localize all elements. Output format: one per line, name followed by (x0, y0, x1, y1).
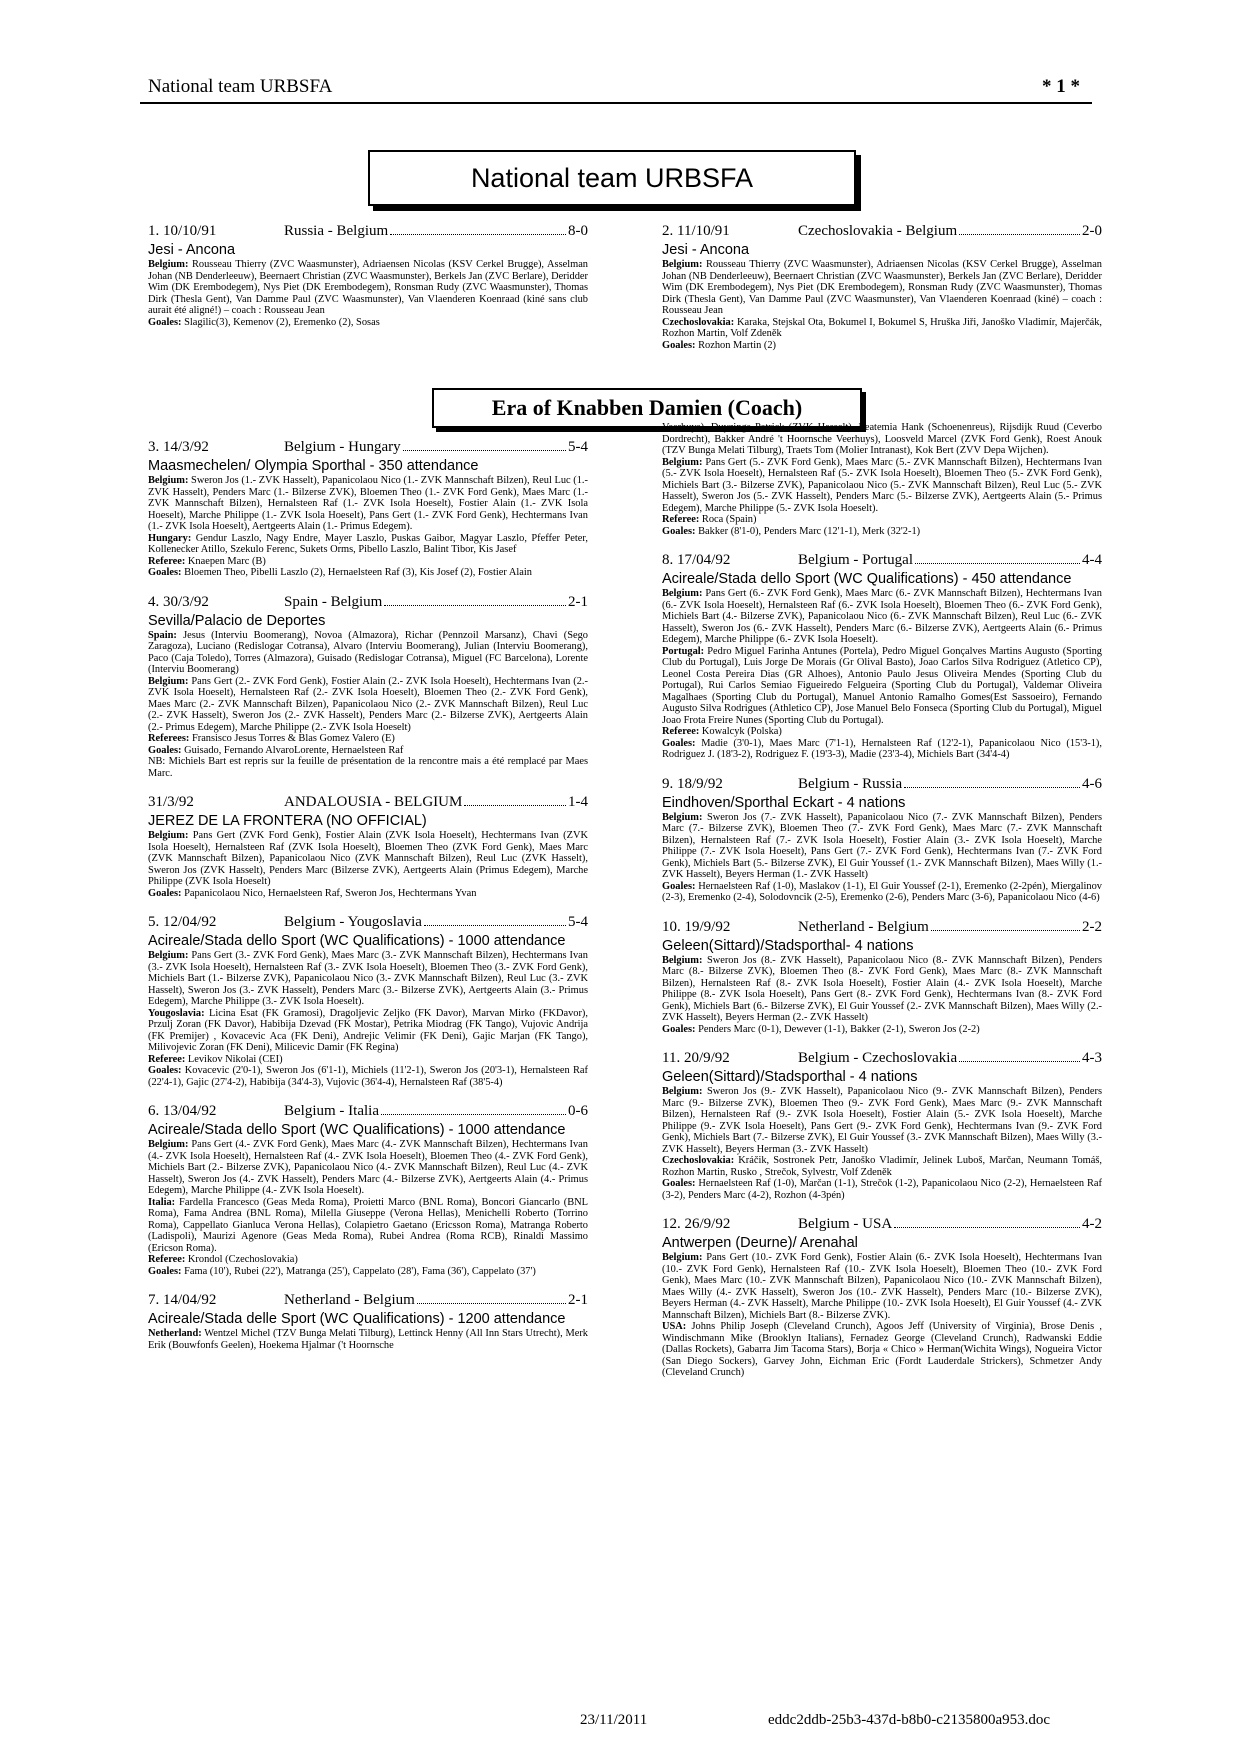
leader-dots (959, 234, 1080, 235)
detail-text: Karaka, Stejskal Ota, Bokumel I, Bokumel S, Hruška Jiři, Janoško Vladimír, Majerčák, Rozhon Martin, Volf Zdeněk (662, 316, 1102, 339)
match-detail (662, 1155, 1102, 1178)
teams-label: Netherland - Belgium (284, 1292, 415, 1308)
match-venue: Sevilla/Palacio de Deportes (148, 612, 326, 629)
match-detail (148, 676, 588, 734)
match-detail (662, 514, 1102, 526)
teams-label: ANDALOUSIA - BELGIUM (284, 794, 463, 810)
match-detail (148, 556, 588, 568)
match-number-date: 10. 19/9/92 (662, 918, 731, 935)
detail-label: Goales: (148, 1065, 182, 1076)
detail-label: Belgium: (148, 259, 189, 270)
match-venue: Maasmechelen/ Olympia Sporthal - 350 attendance (148, 458, 479, 474)
detail-label: Referee: (148, 555, 186, 567)
teams-label: Belgium - Hungary (284, 439, 401, 455)
detail-label: Italia: (148, 1196, 176, 1208)
match-teams (798, 1049, 1102, 1067)
detail-text: Pedro Miguel Farinha Antunes (Portela), Pedro Miguel Gonçalves Martins Augusto (Sporting Club du Portugal), Luis Jorge De Morais (Gr Olival Basto), Joao Carlos Silva Rodriguez (Atletico CP), Leonel Costa Pereira Dias (GR Alhoes), Antonio Paulo Jesus Oliveira Mendes (Sporting Club du Portugal), Rui Carlos Semiao Figueiredo Felgueira (Sporting Club du Portugal), Valdemar Oliveira Magalhaes (Sporting Club du Portugal), Manuel Antonio Ramalho Gomes(Est Sassoeiro), Fernando Augusto Silva Rodrigues (Athletico CP), Jose Manuel Belo Fonseca (Sporting Club du Portugal), Miguel Joao Frota Freire Nunes (Sporting Club du Portugal). (662, 645, 1102, 726)
match-detail (662, 1178, 1102, 1201)
match-detail (148, 756, 588, 779)
detail-label: Spain: (148, 629, 177, 641)
detail-label: Belgium: (148, 1139, 189, 1150)
footer-doc-name: eddc2ddb-25b3-437d-b8b0-c2135800a953.doc (768, 1712, 1051, 1728)
teams-label: Russia - Belgium (284, 223, 389, 239)
detail-label: Goales: (662, 339, 696, 351)
teams-label: Belgium - Portugal (798, 552, 913, 568)
match-number-date: 6. 13/04/92 (148, 1103, 217, 1119)
spacer (662, 537, 1102, 551)
detail-text: Bloemen Theo, Pibelli Laszlo (2), Hernaelsteen Raf (3), Kis Josef (2), Fostier Alain (184, 567, 532, 578)
match-venue: Geleen(Sittard)/Stadsporthal - 4 nations (662, 1069, 918, 1085)
leader-dots (904, 787, 1080, 788)
detail-text: Slagilic(3), Kemenov (2), Eremenko (2), Sosas (184, 316, 380, 328)
detail-text: Guisado, Fernando AlvaroLorente, Hernaelsteen Raf (184, 744, 404, 756)
match-header (662, 1049, 1102, 1067)
match-detail (662, 812, 1102, 881)
match-detail (148, 475, 588, 533)
page-header (140, 74, 1092, 104)
match-number-date: 1. 10/10/91 (148, 223, 217, 239)
detail-label: Referee: (662, 514, 700, 525)
match-score: 4-6 (1082, 775, 1102, 792)
match-detail (662, 422, 1102, 457)
match-detail (148, 1054, 588, 1066)
match-score: 2-0 (1082, 223, 1102, 239)
match-number-date: 7. 14/04/92 (148, 1292, 217, 1308)
match-header (148, 1102, 588, 1120)
detail-text: Pans Gert (5.- ZVK Ford Genk), Maes Marc (5.- ZVK Mannschaft Bilzen), Hechtermans Ivan (5.- ZVK Isola Hoeselt), Hernalsteen Raf (5.- ZVK Isola Hoeselt), Bloemen Theo (5.- ZVK Ford Genk), Michiels Bart (3.- Bilzerse ZVK), Papanicolaou Nico (5.- ZVK Mannschaft Bilzen), Reul Luc (5.- ZVK Hasselt), Sweron Jos (5.- ZVK Hasselt), Penders Marc (5.- Bilzerse ZVK), Aertgeerts Alain (5.- Primus Edegem), Marche Philippe (5.- ZVK Isola Hoeselt). (662, 456, 1102, 514)
detail-label: Referee: (148, 1053, 186, 1065)
detail-text: Bakker (8'1-0), Penders Marc (12'1-1), Merk (32'2-1) (698, 525, 921, 537)
match-score: 1-4 (568, 794, 588, 810)
match-detail (148, 317, 588, 329)
detail-label: Goales: (148, 744, 182, 756)
detail-text: Fransisco Jesus Torres & Blas Gomez Valero (E) (191, 733, 395, 744)
match-header (662, 775, 1102, 793)
detail-label: USA: (662, 1321, 687, 1332)
detail-text: Licina Esat (FK Gramosi), Dragoljevic Zeljko (FK Davor), Marvan Mirko (FKDavor), Przulj Zoran (FK Davor), Habibija Dzevad (FK Mostar), Petrika Miodrag (FK Tango), Vujovic Andrija (FK Premijer) , Kovacevic Aca (FK Deni), Andrejic Velimir (FK Deni), Gajic Marjan (FK Tango), Milivojevic Zoran (FK Deni), Milicevic Damir (FK Regina) (148, 1007, 588, 1053)
match-header (662, 222, 1102, 240)
match-number-date: 4. 30/3/92 (148, 593, 209, 610)
detail-label: Referee: (662, 726, 700, 737)
spacer (148, 1277, 588, 1291)
match-number-date: 9. 18/9/92 (662, 775, 723, 792)
match-number-date: 11. 20/9/92 (662, 1050, 730, 1066)
spacer (662, 1201, 1102, 1215)
match-score: 4-3 (1082, 1050, 1102, 1066)
detail-label: Referees: (148, 733, 190, 744)
detail-label: Belgium: (148, 950, 189, 961)
match-venue: Acireale/Stada dello Sport (WC Qualifications) - 1000 attendance (148, 1122, 566, 1138)
match-detail (662, 881, 1102, 904)
match-header (662, 551, 1102, 569)
leader-dots (894, 1227, 1080, 1228)
match-teams (284, 438, 588, 456)
match-score: 2-1 (568, 1292, 588, 1308)
detail-text: Madie (3'0-1), Maes Marc (7'1-1), Hernalsteen Raf (12'2-1), Papanicolaou Nico (15'3-1), Rodriguez J. (18'3-2), Rodriguez F. (19'3-3), Madie (23'3-4), Michiels Bart (34'4-4) (662, 737, 1102, 760)
detail-label: Goales: (662, 525, 696, 537)
spacer (662, 1035, 1102, 1049)
match-venue: Eindhoven/Sporthal Eckart - 4 nations (662, 794, 906, 811)
detail-text: Pans Gert (3.- ZVK Ford Genk), Maes Marc (3.- ZVK Mannschaft Bilzen), Hechtermans Ivan (3.- ZVK Isola Hoeselt), Hernalsteen Raf (3.- ZVK Isola Hoeselt), Bloemen Theo (3.- ZVK Ford Genk), Michiels Bart (1.- Bilzerse ZVK), Papanicolaou Nico (3.- ZVK Mannschaft Bilzen), Reul Luc (3.- ZVK Hasselt), Sweron Jos (3.- ZVK Hasselt), Penders Marc (3.- Bilzerse ZVK), Aertgeerts Alain (3.- Primus Edegem), Marche Philippe (3.- ZVK Isola Hoeselt). (148, 950, 588, 1007)
detail-label: Belgium: (148, 475, 189, 486)
detail-label: Goales: (148, 887, 182, 899)
document-title: National team URBSFA (368, 150, 856, 206)
match-venue: Acireale/Stada dello Sport (WC Qualifications) - 1000 attendance (148, 933, 566, 949)
match-score: 4-4 (1082, 552, 1102, 568)
footer-date: 23/11/2011 (580, 1712, 648, 1728)
match-detail (662, 340, 1102, 352)
detail-label: Referee: (148, 1254, 186, 1265)
match-detail (148, 1254, 588, 1266)
top-left-match (148, 222, 588, 328)
match-teams (284, 593, 588, 611)
match-block (148, 438, 588, 579)
match-block (148, 793, 588, 899)
detail-label: Belgium: (662, 456, 703, 468)
detail-text: Sweron Jos (7.- ZVK Hasselt), Papanicolaou Nico (7.- ZVK Mannschaft Bilzen), Penders Marc (7.- Bilzerse ZVK), Bloemen Theo (7.- ZVK Ford Genk), Maes Marc (7.- ZVK Mannschaft Bilzen), Hernalsteen Raf (7.- ZVK Isola Hoeselt), Fostier Alain (3.- ZVK Isola Hoeselt), Marche Philippe (7.- ZVK Isola Hoeselt), Pans Gert (7.- ZVK Ford Genk), Hechtermans Ivan (7.- ZVK Ford Genk), Michiels Bart (5.- Bilzerse ZVK), El Guir Youssef (1.- ZVK Mannschaft Bilzen), Maes Willy (1.- ZVK Hasselt), Beyers Herman (1.- ZVK Hasselt) (662, 811, 1102, 880)
match-detail (148, 533, 588, 556)
detail-text: Wentzel Michel (TZV Bunga Melati Tilburg), Lettinck Henny (All Inn Stars Utrecht), Merk Erik (Bouwfonfs Geelen), Hoekema Hjalmar ('t Hoornsche (148, 1328, 588, 1351)
match-detail (148, 733, 588, 745)
detail-text: Papanicolaou Nico, Hernaelsteen Raf, Sweron Jos, Hechtermans Yvan (184, 887, 477, 899)
match-number-date: 8. 17/04/92 (662, 552, 731, 568)
leader-dots (390, 234, 566, 235)
match-header (148, 593, 588, 611)
leader-dots (424, 925, 566, 926)
detail-text: Sweron Jos (9.- ZVK Hasselt), Papanicolaou Nico (9.- ZVK Mannschaft Bilzen), Penders Marc (9.- Bilzerse ZVK), Bloemen Theo (9.- ZVK Ford Genk), Maes Marc (9.- ZVK Mannschaft Bilzen), Hernalsteen Raf (9.- ZVK Isola Hoeselt), Fostier Alain (5.- ZVK Isola Hoeselt), Marche Philippe (9.- ZVK Isola Hoeselt), Pans Gert (9.- ZVK Ford Genk), Hechtermans Ivan (9.- ZVK Ford Genk), Michiels Bart (7.- Bilzerse ZVK), El Guir Youssef (3.- ZVK Mannschaft Bilzen), Maes Willy (3.- ZVK Hasselt), Beyers Herman (3.- ZVK Hasselt) (662, 1086, 1102, 1155)
match-teams (284, 793, 588, 811)
match-teams (284, 1102, 588, 1120)
detail-text: Kráčik, Sostronek Petr, Janoško Vladimír, Jelinek Luboš, Marčan, Neumann Tomáš, Rozhon Martin, Rusko , Strečok, Sylvestr, Volf Zdeněk (662, 1155, 1102, 1178)
header-title: National team URBSFA (148, 76, 333, 97)
detail-label: Goales: (148, 1265, 182, 1277)
detail-label: Goales: (662, 880, 696, 892)
match-detail (662, 1086, 1102, 1155)
detail-label: Hungary: (148, 532, 192, 544)
leader-dots (417, 1303, 566, 1304)
spacer (662, 761, 1102, 775)
match-header (148, 438, 588, 456)
top-right-match (662, 222, 1102, 351)
match-teams (798, 222, 1102, 240)
match-detail (148, 1139, 588, 1197)
detail-text: Kovacevic (2'0-1), Sweron Jos (6'1-1), Michiels (11'2-1), Sweron Jos (20'3-1), Hernalsteen Raf (22'4-1), Gajic (27'4-2), Habibija (34'4-3), Vujovic (36'4-4), Hernalsteen Raf (38'5-4) (148, 1065, 588, 1088)
detail-text: Johns Philip Joseph (Cleveland Crunch), Agoos Jeff (University of Virginia), Brose Denis , Windischmann Mike (Brooklyn Italians), Fernadez George (Cleveland Crunch), Radwanski Eddie (Dallas Rockets), Gabarra Jim Tacoma Stars), Borja « Chico » Herman(Wichita Wings), Nogueira Victor (San Diego Sockers), Garvey John, Eichman Eric (Fordt Lauderdale Strickers), Schmetzer Andy (Cleveland Crunch) (662, 1321, 1102, 1378)
leader-dots (931, 930, 1080, 931)
detail-text: Veerhuys), Duyzings Patrick (ZVK Hasselt), Leatemia Hank (Schoenenreus), Rijsdijk Ruud (Ceverbo Dordrecht), Bakker André 't Hoornsche Veerhuys), Loosveld Marcel (ZVK Ford Genk), Roest Anouk (TZV Bunga Melati Tilburg), Traets Tom (Molier Intranast), Kok Bert (ZVV Depa Wijchen). (662, 422, 1102, 456)
match-detail (148, 830, 588, 888)
match-detail (148, 888, 588, 900)
match-venue: Antwerpen (Deurne)/ Arenahal (662, 1235, 858, 1251)
match-detail (148, 950, 588, 1008)
match-detail (148, 567, 588, 579)
match-detail (662, 526, 1102, 538)
detail-label: Belgium: (662, 259, 703, 270)
match-score: 5-4 (568, 439, 588, 455)
detail-text: Levikov Nikolai (CEI) (187, 1053, 283, 1065)
match-venue: Acireale/Stada delle Sport (WC Qualifications) - 1200 attendance (148, 1311, 566, 1327)
detail-label: Czechoslovakia: (662, 1155, 735, 1166)
detail-text: Roca (Spain) (701, 514, 757, 525)
match-block (148, 222, 588, 328)
match-detail (662, 646, 1102, 727)
detail-text: Rousseau Thierry (ZVC Waasmunster), Adriaensen Nicolas (KSV Cerkel Brugge), Asselman Johan (NB Denderleeuw), Beernaert Christian (ZVC Waasmunster), Berkels Jan (ZVC Berlare), Deridder Wim (DK Erembodegem), Nys Piet (DK Erembodegem), Ronsman Rudy (ZVC Waasmunster), Thomas Dirk (Thesla Gent), Van Damme Paul (ZVC Waasmunster), Van Vlaenderen Koenraad (kiné sans club aurait été aligné!) – coach : Rousseau Jean (148, 259, 588, 316)
detail-text: NB: Michiels Bart est repris sur la feuille de présentation de la rencontre mais a été remplacé par Maes Marc. (148, 756, 588, 779)
match-score: 0-6 (568, 1103, 588, 1119)
match-block (662, 775, 1102, 904)
match-header (662, 1215, 1102, 1233)
leader-dots (403, 450, 566, 451)
left-column (148, 438, 588, 1351)
detail-label: Goales: (148, 567, 182, 578)
detail-text: Rousseau Thierry (ZVC Waasmunster), Adriaensen Nicolas (KSV Cerkel Brugge), Asselman Johan (NB Denderleeuw), Beernaert Christian (ZVC Waasmunster), Berkels Jan (ZVC Berlare), Deridder Wim (DK Erembodegem), Nys Piet (DK Erembodegem), Ronsman Rudy (ZVC Waasmunster), Thomas Dirk (Thesla Gent), Van Damme Paul (ZVC Waasmunster), Van Vlaenderen Koenraad (kiné) – coach : Rousseau Jean (662, 259, 1102, 316)
match-detail (148, 630, 588, 676)
page-number: * 1 * (1042, 76, 1080, 97)
match-score: 8-0 (568, 223, 588, 239)
match-venue: Acireale/Stada dello Sport (WC Qualifications) - 450 attendance (662, 571, 1072, 587)
match-block (662, 918, 1102, 1036)
teams-label: Belgium - Russia (798, 775, 903, 792)
leader-dots (959, 1061, 1080, 1062)
detail-text: Sweron Jos (1.- ZVK Hasselt), Papanicolaou Nico (1.- ZVK Mannschaft Bilzen), Reul Luc (1.- ZVK Hasselt), Penders Marc (1.- Bilzerse ZVK), Bloemen Theo (1.- ZVK Ford Genk), Maes Marc (1.- ZVK Mannschaft Bilzen), Hernalsteen Raf (1.- ZVK Isola Hoeselt), Fostier Alain (1.- ZVK Isola Hoeselt), Marche Philippe (1.- ZVK Isola Hoeselt), Pans Gert (1.- ZVK Ford Genk), Hechtermans Ivan (1.- ZVK Isola Hoeselt), Aertgeerts Alain (1.- Primus Edegem). (148, 475, 588, 532)
match-teams (284, 913, 588, 931)
detail-label: Czechoslovakia: (662, 316, 735, 328)
detail-text: Gendur Laszlo, Nagy Endre, Mayer Laszlo, Puskas Gaibor, Magyar Laszlo, Pfeffer Peter, Kollenecker Atillo, Szekulo Ferenc, Sukets Orms, Pibello Laszlo, Balint Tibor, Kis Jasef (148, 532, 588, 555)
match-teams (798, 775, 1102, 793)
detail-text: Pans Gert (ZVK Ford Genk), Fostier Alain (ZVK Isola Hoeselt), Hechtermans Ivan (ZVK Isola Hoeselt), Hernalsteen Raf (ZVK Isola Hoeselt), Bloemen Theo (ZVK Ford Genk), Maes Marc (ZVK Mannschaft Bilzen), Papanicolaou Nico (ZVK Mannschaft Bilzen), Reul Luc (ZVK Hasselt), Sweron Jos (ZVK Hasselt), Penders Marc (Bilzerse ZVK), Aertgeerts Alain (Primus Edegem), Marche Philippe (ZVK Isola Hoeselt) (148, 830, 588, 887)
match-teams (798, 1215, 1102, 1233)
detail-text: Hernaelsteen Raf (1-0), Marčan (1-1), Strečok (1-2), Papanicolaou Nico (2-2), Hernaelsteen Raf (3-2), Penders Marc (4-2), Rozhon (4-3pén) (662, 1178, 1102, 1201)
leader-dots (384, 605, 566, 606)
match-block (662, 222, 1102, 351)
detail-text: Hernaelsteen Raf (1-0), Maslakov (1-1), El Guir Youssef (2-1), Eremenko (2-2pén), Miergalinov (2-3), Eremenko (2-4), Solodovncik (2-5), Eremenko (2-6), Penders Marc (3-6), Papanicolaou Nico (4-6) (662, 880, 1102, 903)
detail-text: Jesus (Interviu Boomerang), Novoa (Almazora), Richar (Pennzoil Marsanz), Chavi (Sego Zaragoza), Luciano (Redislogar Cotransa), Alvaro (Interviu Boomerang), Julian (Interviu Boomerang), Paco (Caja Toledo), Torres (Almazora), Guisado (Redislogar Cotransa), Miguel (FC Barcelona), Lorente (Interviu Boomerang) (148, 629, 588, 675)
match-block (662, 1215, 1102, 1379)
detail-text: Krondol (Czechoslovakia) (187, 1254, 298, 1265)
detail-label: Netherland: (148, 1328, 202, 1339)
spacer (662, 904, 1102, 918)
teams-label: Belgium - USA (798, 1216, 893, 1232)
match-number-date: 12. 26/9/92 (662, 1216, 731, 1232)
detail-label: Belgium: (662, 588, 703, 599)
match-detail (148, 745, 588, 757)
match-teams (798, 551, 1102, 569)
detail-text: Kowalcyk (Polska) (701, 726, 782, 737)
match-detail (662, 1321, 1102, 1379)
match-header (148, 1291, 588, 1309)
era-title: Era of Knabben Damien (Coach) (432, 388, 862, 428)
match-score: 5-4 (568, 914, 588, 930)
match-header (148, 793, 588, 811)
match-score: 2-1 (568, 593, 588, 610)
leader-dots (915, 563, 1080, 564)
match-detail (662, 588, 1102, 646)
detail-text: Pans Gert (2.- ZVK Ford Genk), Fostier Alain (2.- ZVK Isola Hoeselt), Hechtermans Ivan (2.- ZVK Isola Hoeselt), Hernalsteen Raf (2.- ZVK Isola Hoeselt), Bloemen Theo (2.- ZVK Ford Genk), Maes Marc (2.- ZVK Mannschaft Bilzen), Papanicolaou Nico (2.- ZVK Mannschaft Bilzen), Reul Luc (2.- ZVK Hasselt), Sweron Jos (2.- ZVK Hasselt), Penders Marc (2.- Bilzerse ZVK), Aertgeerts Alain (2.- Primus Edegem), Marche Philippe (2.- ZVK Isola Hoeselt) (148, 675, 588, 733)
match-detail (662, 955, 1102, 1024)
detail-text: Fama (10'), Rubei (22'), Matranga (25'), Cappelato (28'), Fama (36'), Cappelato (37') (184, 1265, 536, 1277)
match-header (148, 222, 588, 240)
leader-dots (381, 1114, 566, 1115)
detail-label: Yougoslavia: (148, 1007, 205, 1019)
detail-text: Sweron Jos (8.- ZVK Hasselt), Papanicolaou Nico (8.- ZVK Mannschaft Bilzen), Penders Marc (8.- Bilzerse ZVK), Bloemen Theo (8.- ZVK Ford Genk), Maes Marc (8.- ZVK Mannschaft Bilzen), Hernalsteen Raf (8.- ZVK Isola Hoeselt), Fostier Alain (4.- ZVK Isola Hoeselt), Marche Philippe (8.- ZVK Isola Hoeselt), Pans Gert (8.- ZVK Ford Genk), Hechtermans Ivan (8.- ZVK Ford Genk), Michiels Bart (6.- Bilzerse ZVK), El Guir Youssef (2.- ZVK Mannschaft Bilzen), Maes Willy (2.- ZVK Hasselt), Beyers Herman (2.- ZVK Hasselt) (662, 954, 1102, 1023)
match-teams (284, 1291, 588, 1309)
match-number-date: 3. 14/3/92 (148, 439, 209, 455)
match-venue: Jesi - Ancona (148, 242, 236, 258)
teams-label: Czechoslovakia - Belgium (798, 223, 958, 239)
match-number-date: 31/3/92 (148, 794, 194, 810)
teams-label: Belgium - Czechoslovakia (798, 1050, 958, 1066)
match-detail (662, 726, 1102, 738)
teams-label: Spain - Belgium (284, 593, 383, 610)
detail-text: Knaepen Marc (B) (187, 555, 266, 567)
match-block (662, 1049, 1102, 1201)
match-detail (662, 259, 1102, 317)
match-detail (662, 1252, 1102, 1321)
detail-text: Pans Gert (4.- ZVK Ford Genk), Maes Marc (4.- ZVK Mannschaft Bilzen), Hechtermans Ivan (4.- ZVK Isola Hoeselt), Hernalsteen Raf (4.- ZVK Isola Hoeselt), Bloemen Theo (4.- ZVK Ford Genk), Michiels Bart (2.- Bilzerse ZVK), Papanicolaou Nico (4.- ZVK Mannschaft Bilzen), Reul Luc (4.- ZVK Hasselt), Sweron Jos (4.- ZVK Hasselt), Penders Marc (4.- Bilzerse ZVK), Aertgeerts Alain (4.- Primus Edegem), Marche Philippe (4.- ZVK Isola Hoeselt). (148, 1139, 588, 1196)
match-block (148, 1102, 588, 1277)
detail-label: Portugal: (662, 645, 705, 657)
spacer (148, 1088, 588, 1102)
match-score: 4-2 (1082, 1216, 1102, 1232)
match-venue: Jesi - Ancona (662, 242, 750, 258)
teams-label: Netherland - Belgium (798, 918, 929, 935)
match-number-date: 5. 12/04/92 (148, 914, 217, 930)
match-teams (798, 918, 1102, 936)
match-detail (148, 1197, 588, 1255)
match-detail (662, 1024, 1102, 1036)
match-block (148, 913, 588, 1088)
detail-text: Penders Marc (0-1), Dewever (1-1), Bakker (2-1), Sweron Jos (2-2) (698, 1023, 980, 1035)
match-detail (662, 317, 1102, 340)
match-detail (148, 259, 588, 317)
match-detail (662, 457, 1102, 515)
detail-text: Rozhon Martin (2) (698, 339, 777, 351)
match-teams (284, 222, 588, 240)
detail-label: Belgium: (662, 811, 703, 823)
match-block (148, 1291, 588, 1351)
match-score: 2-2 (1082, 918, 1102, 935)
detail-label: Belgium: (148, 830, 189, 841)
match-detail (148, 1008, 588, 1054)
match-detail (148, 1328, 588, 1351)
detail-label: Goales: (662, 1023, 696, 1035)
match-detail (662, 738, 1102, 761)
match-number-date: 2. 11/10/91 (662, 223, 730, 239)
spacer (148, 779, 588, 793)
match-block (662, 551, 1102, 761)
detail-label: Belgium: (662, 954, 703, 966)
detail-text: Pans Gert (10.- ZVK Ford Genk), Fostier Alain (6.- ZVK Isola Hoeselt), Hechtermans Ivan (10.- ZVK Ford Genk), Hernalsteen Raf (10.- ZVK Isola Hoeselt), Bloemen Theo (10.- ZVK Ford Genk), Maes Marc (10.- ZVK Mannschaft Bilzen), Papanicolaou Nico (10.- ZVK Mannschaft Bilzen), Maes Willy (4.- ZVK Hasselt), Sweron Jos (10.- ZVK Hasselt), Penders Marc (10.- Bilzerse ZVK), Beyers Herman (4.- ZVK Hasselt), Marche Philippe (10.- ZVK Isola Hoeselt), El Guir Youssef (4.- ZVK Mannschaft Bilzen), Michiels Bart (8.- Bilzerse ZVK). (662, 1252, 1102, 1321)
spacer (148, 579, 588, 593)
detail-label: Goales: (662, 737, 696, 749)
detail-text: Pans Gert (6.- ZVK Ford Genk), Maes Marc (6.- ZVK Mannschaft Bilzen), Hechtermans Ivan (6.- ZVK Isola Hoeselt), Hernalsteen Raf (6.- ZVK Isola Hoeselt), Bloemen Theo (6.- ZVK Ford Genk), Michiels Bart (4.- Bilzerse ZVK), Papanicolaou Nico (6.- ZVK Mannschaft Bilzen), Reul Luc (6.- ZVK Hasselt), Sweron Jos (6.- ZVK Hasselt), Penders Marc (6.- Bilzerse ZVK), Aertgeerts Alain (6.- Primus Edegem), Marche Philippe (6.- ZVK Isola Hoeselt). (662, 588, 1102, 645)
match-block (148, 593, 588, 780)
detail-label: Goales: (662, 1178, 696, 1189)
leader-dots (464, 805, 566, 806)
match-header (662, 918, 1102, 936)
spacer (148, 899, 588, 913)
right-column (662, 422, 1102, 1379)
match-venue: JEREZ DE LA FRONTERA (NO OFFICIAL) (148, 813, 427, 829)
match-venue: Geleen(Sittard)/Stadsporthal- 4 nations (662, 937, 914, 954)
detail-label: Goales: (148, 316, 182, 328)
detail-text: Fardella Francesco (Geas Meda Roma), Proietti Marco (BNL Roma), Boncori Giancarlo (BNL Roma), Fama Andrea (BNL Roma), Milella Giuseppe (Verona Hellas), Menichelli Roberto (Torrino Roma), Cappellato Gianluca Verona Hellas), Colapietro Gaetano (Ericsson Roma), Matranga Roberto (Ladispoli), Maurizi Agenore (Geas Meda Roma), Rubei Andrea (Roma RCB), Rinaldi Massimo (Ericson Roma). (148, 1196, 588, 1254)
teams-label: Belgium - Italia (284, 1103, 379, 1119)
match-header (148, 913, 588, 931)
detail-label: Belgium: (148, 675, 189, 687)
teams-label: Belgium - Yougoslavia (284, 914, 422, 930)
match-detail (148, 1266, 588, 1278)
detail-label: Belgium: (662, 1086, 703, 1097)
match-detail (148, 1065, 588, 1088)
detail-label: Belgium: (662, 1252, 703, 1263)
